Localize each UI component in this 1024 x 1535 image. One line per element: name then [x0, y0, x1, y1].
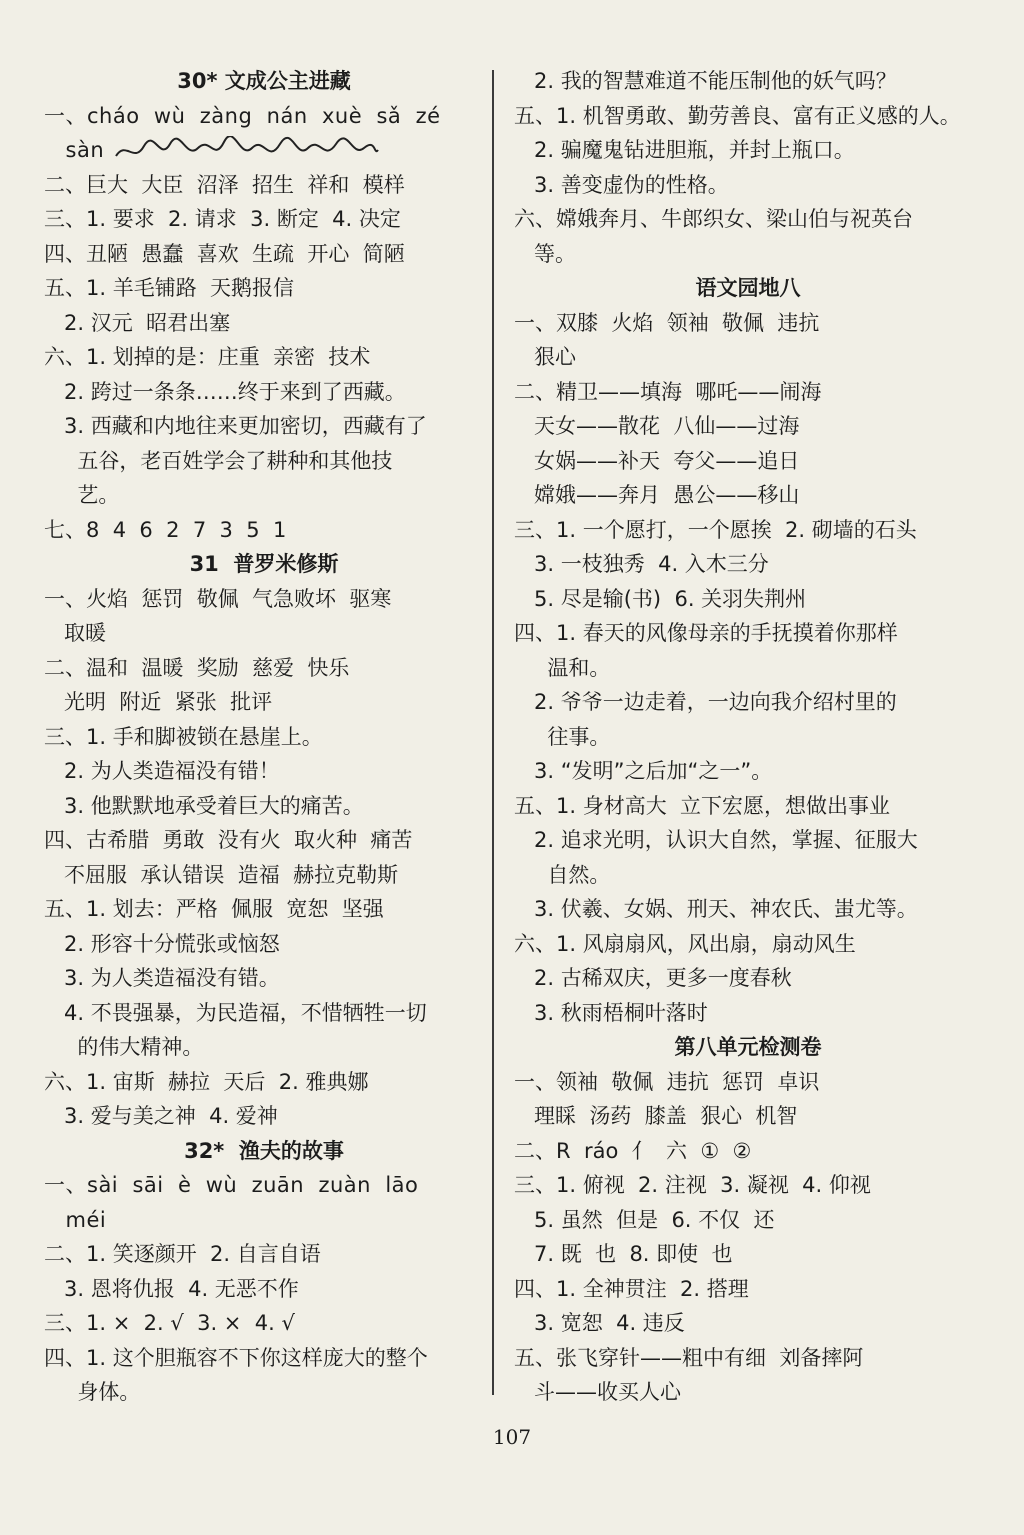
- answer-line: [44, 513, 484, 548]
- line-text: 2. 追求光明，认识大自然，掌握、征服大: [514, 828, 918, 852]
- answer-line: [44, 961, 484, 996]
- answer-line: [514, 375, 982, 410]
- answer-line: [44, 651, 484, 686]
- line-text: 5. 尽是输(书) 6. 关羽失荆州: [514, 586, 807, 611]
- page-number: 107: [492, 1425, 532, 1449]
- answer-line: [514, 651, 982, 686]
- answer-line: [44, 340, 484, 375]
- line-text: 五、1. 羊毛铺路 天鹅报信: [44, 276, 295, 300]
- answer-line: [514, 1099, 982, 1134]
- line-text: 六、嫦娥奔月、牛郎织女、梁山伯与祝英台: [514, 207, 913, 231]
- answer-line: [514, 306, 982, 341]
- line-text: 2. 古稀双庆，更多一度春秋: [514, 966, 792, 990]
- section-title: [44, 1134, 484, 1169]
- line-text: 取暖: [44, 621, 107, 645]
- line-text: 等。: [514, 241, 577, 266]
- line-text: 五、张飞穿针——粗中有细 刘备摔阿: [514, 1345, 864, 1370]
- answer-line: [44, 858, 484, 893]
- answer-line: [44, 1203, 484, 1238]
- line-text: 嫦娥——奔月 愚公——移山: [514, 483, 800, 507]
- line-text: 3. 秋雨梧桐叶落时: [514, 1000, 708, 1025]
- line-text: 四、1. 这个胆瓶容不下你这样庞大的整个: [44, 1345, 428, 1370]
- line-text: 3. 爱与美之神 4. 爱神: [44, 1104, 278, 1128]
- line-text: 斗——收买人心: [514, 1380, 682, 1404]
- answer-line: [514, 409, 982, 444]
- line-text: 光明 附近 紧张 批评: [44, 690, 273, 714]
- line-text: 3. 他默默地承受着巨大的痛苦。: [44, 793, 364, 818]
- line-text: 七、8 4 6 2 7 3 5 1: [44, 517, 287, 542]
- answer-line: [44, 789, 484, 824]
- section-title: [44, 547, 484, 582]
- line-text: 一、sài sāi è wù zuān zuàn lāo: [44, 1173, 419, 1197]
- section-title: [44, 64, 484, 99]
- answer-line: [514, 1272, 982, 1307]
- answer-line: [514, 858, 982, 893]
- answer-line: [44, 306, 484, 341]
- line-text: 语文园地八: [695, 276, 801, 300]
- answer-line: [44, 444, 484, 479]
- line-text: 自然。: [514, 862, 611, 887]
- answer-line: [44, 1168, 484, 1203]
- line-text: 2. 我的智慧难道不能压制他的妖气吗？: [514, 69, 897, 93]
- answer-line: [514, 1065, 982, 1100]
- line-text: 二、精卫——填海 哪吒——闹海: [514, 379, 822, 404]
- column-divider: [492, 70, 494, 1395]
- line-text: 3. 西藏和内地往来更加密切，西藏有了: [44, 414, 427, 438]
- line-text: méi: [44, 1207, 107, 1232]
- line-text: 往事。: [514, 724, 611, 749]
- line-text: 30* 文成公主进藏: [177, 69, 351, 93]
- answer-line: [44, 1341, 484, 1376]
- left-column: [44, 64, 484, 1410]
- answer-line: [44, 1375, 484, 1410]
- line-text: 五谷，老百姓学会了耕种和其他技: [44, 448, 393, 473]
- handwriting-scribble: [112, 136, 382, 166]
- answer-line: [514, 892, 982, 927]
- answer-line: [514, 1134, 982, 1169]
- line-text: 四、1. 全神贯注 2. 搭理: [514, 1276, 749, 1301]
- answer-line: [514, 961, 982, 996]
- line-text: 三、1. 俯视 2. 注视 3. 凝视 4. 仰视: [514, 1173, 871, 1197]
- answer-line: [514, 444, 982, 479]
- line-text: 女娲——补天 夸父——追日: [514, 448, 800, 473]
- answer-line: [514, 340, 982, 375]
- answer-line: [514, 754, 982, 789]
- line-text: 的伟大精神。: [44, 1035, 204, 1059]
- line-text: 2. 形容十分慌张或恼怒: [44, 931, 280, 956]
- answer-line: [44, 582, 484, 617]
- answer-line: [514, 582, 982, 617]
- answer-line: [514, 1237, 982, 1272]
- line-text: 一、火焰 惩罚 敬佩 气急败坏 驱寒: [44, 586, 392, 611]
- line-text: 2. 汉元 昭君出塞: [44, 310, 231, 335]
- line-text: 天女——散花 八仙——过海: [514, 414, 800, 438]
- answer-line: [514, 1203, 982, 1238]
- answer-line: [514, 513, 982, 548]
- line-text: 六、1. 风扇扇风，风出扇，扇动风生: [514, 931, 856, 956]
- line-text: 四、古希腊 勇敢 没有火 取火种 痛苦: [44, 828, 413, 852]
- answer-line: [44, 1030, 484, 1065]
- line-text: 四、1. 春天的风像母亲的手抚摸着你那样: [514, 621, 898, 645]
- line-text: 三、1. 要求 2. 请求 3. 断定 4. 决定: [44, 207, 401, 231]
- answer-line: [514, 133, 982, 168]
- answer-line: [514, 202, 982, 237]
- line-text: 二、1. 笑逐颜开 2. 自言自语: [44, 1242, 321, 1266]
- line-text: 2. 爷爷一边走着，一边向我介绍村里的: [514, 690, 897, 714]
- answer-line: [514, 64, 982, 99]
- answer-line: [44, 927, 484, 962]
- line-text: 7. 既 也 8. 即使 也: [514, 1242, 733, 1266]
- answer-line: [44, 271, 484, 306]
- answer-line: [44, 616, 484, 651]
- answer-line: [514, 616, 982, 651]
- line-text: 五、1. 机智勇敢、勤劳善良、富有正义感的人。: [514, 103, 961, 128]
- line-text: 五、1. 划去：严格 佩服 宽恕 坚强: [44, 897, 384, 921]
- line-text: 31 普罗米修斯: [189, 552, 339, 576]
- answer-line: [44, 1099, 484, 1134]
- line-text: sàn: [44, 138, 105, 162]
- line-text: 六、1. 划掉的是：庄重 亲密 技术: [44, 345, 371, 369]
- answer-line: [514, 1306, 982, 1341]
- line-text: 五、1. 身材高大 立下宏愿，想做出事业: [514, 793, 891, 818]
- right-column: [514, 64, 982, 1410]
- answer-line: [44, 1237, 484, 1272]
- answer-line: [514, 720, 982, 755]
- line-text: 2. 为人类造福没有错！: [44, 759, 280, 783]
- answer-line: [44, 409, 484, 444]
- line-text: 3. “发明”之后加“之一”。: [514, 759, 773, 783]
- line-text: 三、1. 一个愿打，一个愿挨 2. 砌墙的石头: [514, 517, 917, 542]
- section-title: [514, 1030, 982, 1065]
- answer-line: [514, 1168, 982, 1203]
- line-text: 5. 虽然 但是 6. 不仅 还: [514, 1207, 775, 1232]
- line-text: 3. 伏羲、女娲、刑天、神农氏、蚩尤等。: [514, 897, 918, 921]
- answer-line: [44, 1065, 484, 1100]
- line-text: 狠心: [514, 345, 577, 369]
- line-text: 理睬 汤药 膝盖 狠心 机智: [514, 1104, 798, 1128]
- answer-line: [514, 547, 982, 582]
- line-text: 32* 渔夫的故事: [184, 1138, 344, 1163]
- answer-line: [514, 237, 982, 272]
- answer-line: [44, 720, 484, 755]
- line-text: 3. 宽恕 4. 违反: [514, 1311, 685, 1335]
- answer-line: [514, 168, 982, 203]
- answer-line: [514, 927, 982, 962]
- answer-line: [44, 237, 484, 272]
- section-title: [514, 271, 982, 306]
- line-text: 3. 一枝独秀 4. 入木三分: [514, 552, 769, 576]
- answer-line: [514, 789, 982, 824]
- answer-line: [514, 685, 982, 720]
- line-text: 一、cháo wù zàng nán xuè sǎ zé: [44, 103, 441, 128]
- answer-line: [514, 1341, 982, 1376]
- line-text: 一、领袖 敬佩 违抗 惩罚 卓识: [514, 1069, 820, 1094]
- line-text: 二、温和 温暖 奖励 慈爱 快乐: [44, 655, 350, 680]
- line-text: 二、巨大 大臣 沼泽 招生 祥和 模样: [44, 172, 405, 197]
- answer-line: [44, 754, 484, 789]
- line-text: 艺。: [44, 483, 120, 507]
- line-text: 2. 跨过一条条……终于来到了西藏。: [44, 379, 406, 404]
- line-text: 3. 恩将仇报 4. 无恶不作: [44, 1276, 299, 1301]
- answer-line: [514, 823, 982, 858]
- line-text: 2. 骗魔鬼钻进胆瓶，并封上瓶口。: [514, 138, 855, 162]
- answer-line: [514, 478, 982, 513]
- line-text: 六、1. 宙斯 赫拉 天后 2. 雅典娜: [44, 1069, 369, 1094]
- answer-line: [44, 133, 484, 168]
- answer-line: [514, 996, 982, 1031]
- answer-line: [44, 1272, 484, 1307]
- line-text: 身体。: [44, 1380, 141, 1404]
- answer-line: [44, 892, 484, 927]
- line-text: 3. 善变虚伪的性格。: [514, 172, 729, 197]
- answer-line: [44, 168, 484, 203]
- line-text: 三、1. 手和脚被锁在悬崖上。: [44, 724, 323, 749]
- line-text: 4. 不畏强暴，为民造福，不惜牺牲一切: [44, 1000, 427, 1025]
- line-text: 第八单元检测卷: [674, 1035, 822, 1059]
- line-text: 一、双膝 火焰 领袖 敬佩 违抗: [514, 310, 820, 335]
- line-text: 三、1. × 2. √ 3. × 4. √: [44, 1311, 295, 1335]
- answer-line: [44, 685, 484, 720]
- answer-line: [44, 202, 484, 237]
- answer-line: [44, 478, 484, 513]
- answer-line: [44, 996, 484, 1031]
- line-text: 3. 为人类造福没有错。: [44, 966, 280, 990]
- line-text: 温和。: [514, 655, 611, 680]
- answer-line: [514, 1375, 982, 1410]
- answer-line: [44, 1306, 484, 1341]
- answer-line: [44, 375, 484, 410]
- answer-line: [44, 823, 484, 858]
- line-text: 二、R ráo 亻 六 ① ②: [514, 1138, 752, 1163]
- answer-line: [44, 99, 484, 134]
- line-text: 不屈服 承认错误 造福 赫拉克勒斯: [44, 862, 399, 887]
- line-text: 四、丑陋 愚蠢 喜欢 生疏 开心 简陋: [44, 241, 405, 266]
- answer-line: [514, 99, 982, 134]
